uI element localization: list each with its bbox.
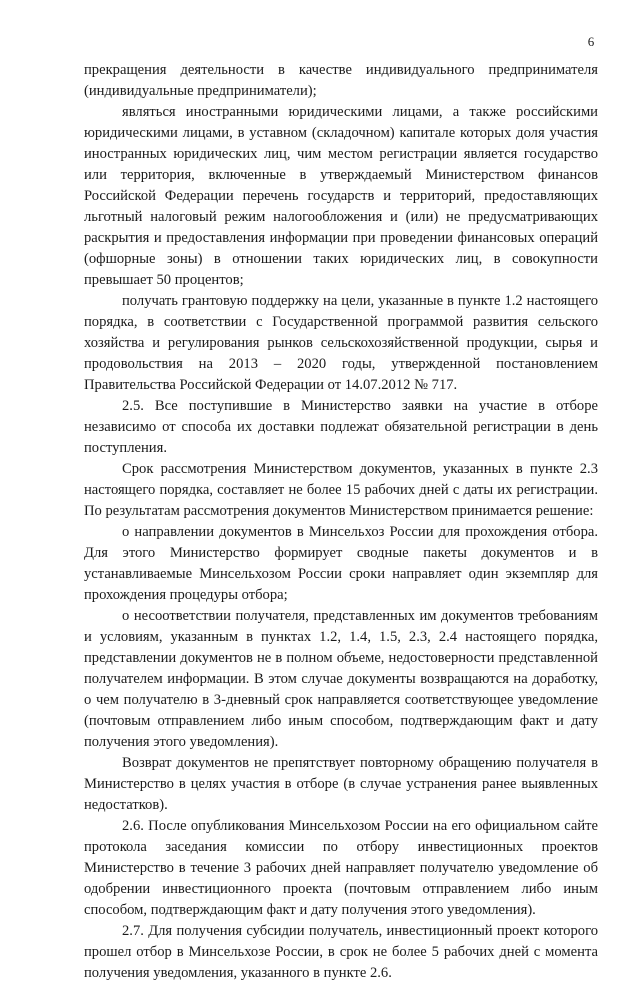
paragraph: Срок рассмотрения Министерством документов, указанных в пункте 2.3 настоящего порядка, составляет не более 15 рабочих дней с даты их регистрации. По результатам рассмотрения документов Министерством принимается решение: (84, 461, 598, 519)
paragraph: о несоответствии получателя, представленных им документов требованиям и условиям, указанным в пунктах 1.2, 1.4, 1.5, 2.3, 2.4 настоящего порядка, представлении документов не в полном объеме, недостоверности представленной получателем информации. В этом случае документы возвращаются на доработку, о чем получателю в 3-дневный срок направляется соответствующее уведомление (почтовым отправлением либо иным способом, подтверждающим факт и дату получения этого уведомления). (84, 608, 598, 750)
paragraph: 2.7. Для получения субсидии получатель, инвестиционный проект которого прошел отбор в Минсельхозе России, в срок не более 5 рабочих дней с момента получения уведомления, указанного в пункте 2.6. (84, 923, 598, 981)
paragraph: Возврат документов не препятствует повторному обращению получателя в Министерство в целях участия в отборе (в случае устранения ранее выявленных недостатков). (84, 755, 598, 813)
paragraph: получать грантовую поддержку на цели, указанные в пункте 1.2 настоящего порядка, в соответствии с Государственной программой развития сельского хозяйства и регулирования рынков сельскохозяйственной продукции, сырья и продовольствия на 2013 – 2020 годы, утвержденной постановлением Правительства Российской Федерации от 14.07.2012 № 717. (84, 293, 598, 393)
document-body (84, 60, 598, 984)
paragraph: о направлении документов в Минсельхоз России для прохождения отбора. Для этого Министерство формирует сводные пакеты документов и в устанавливаемые Минсельхозом России сроки направляет один экземпляр для прохождения процедуры отбора; (84, 524, 598, 603)
page-number: 6 (587, 34, 595, 49)
paragraph: 2.6. После опубликования Минсельхозом России на его официальном сайте протокола заседания комиссии по отбору инвестиционных проектов Министерство в течение 3 рабочих дней направляет получателю уведомление об одобрении инвестиционного проекта (почтовым отправлением либо иным способом, подтверждающим факт и дату получения этого уведомления). (84, 818, 598, 918)
paragraph: прекращения деятельности в качестве индивидуального предпринимателя (индивидуальные предприниматели); (84, 62, 598, 99)
paragraph: являться иностранными юридическими лицами, а также российскими юридическими лицами, в уставном (складочном) капитале которых доля участия иностранных юридических лиц, чим местом регистрации является государство или территория, включенные в утверждаемый Министерством финансов Российской Федерации перечень государств и территорий, предоставляющих льготный налоговый режим налогообложения и (или) не предусматривающих раскрытия и предоставления информации при проведении финансовых операций (офшорные зоны) в отношении таких юридических лиц, в совокупности превышает 50 процентов; (84, 104, 598, 288)
paragraph: 2.5. Все поступившие в Министерство заявки на участие в отборе независимо от способа их доставки подлежат обязательной регистрации в день поступления. (84, 398, 598, 456)
